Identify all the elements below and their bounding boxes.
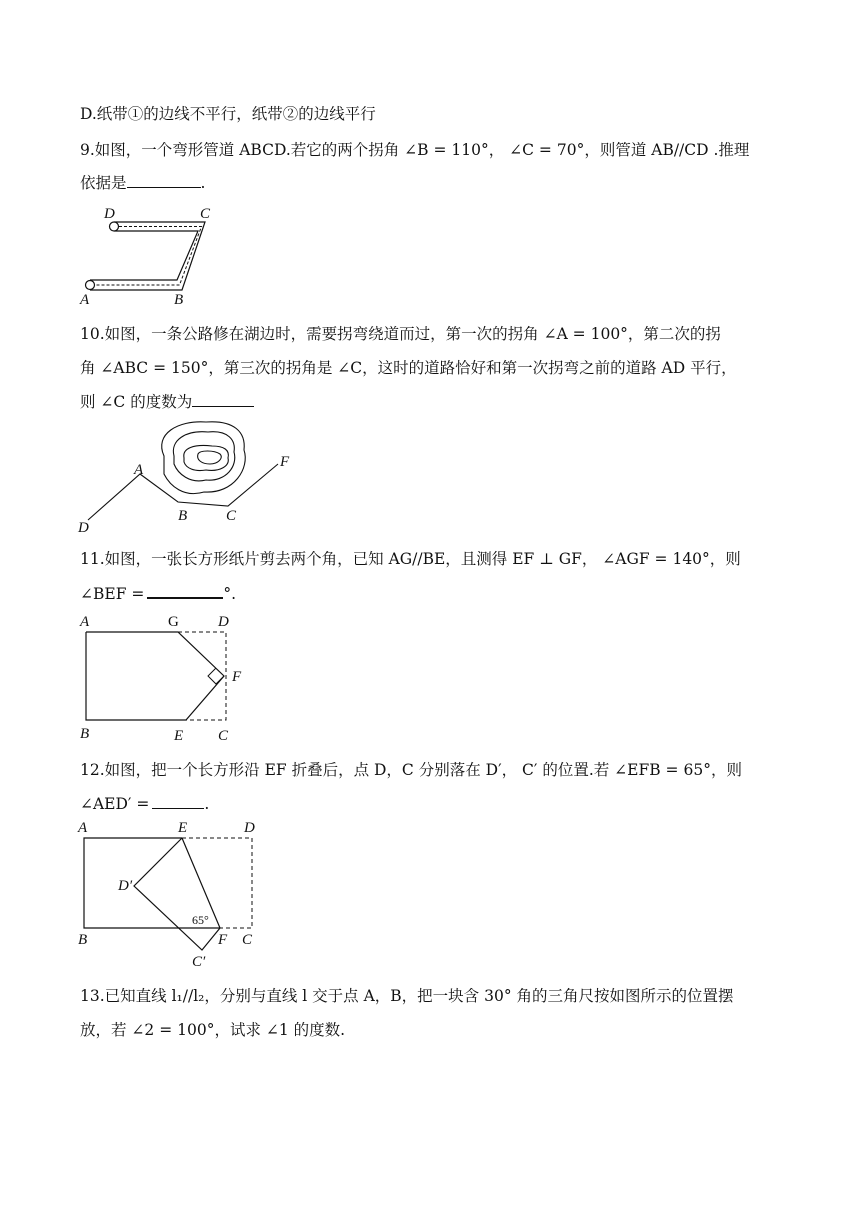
q9-text-line1: 9.如图，一个弯形管道 ABCD.若它的两个拐角 ∠B = 110°， ∠C = 70°，则管道 AB//CD .推理 (80, 141, 750, 159)
q13-text-line2: 放，若 ∠2 = 100°，试求 ∠1 的度数. (80, 1021, 346, 1039)
q10-label-a: A (134, 462, 144, 478)
q12-label-f: F (218, 932, 228, 948)
q12-text-line1: 12.如图，把一个长方形沿 EF 折叠后，点 D，C 分别落在 D′， C′ 的位置.若 ∠EFB = 65°，则 (80, 761, 742, 779)
q12-label-b: B (78, 932, 88, 948)
q12-fold-figure (76, 818, 266, 970)
q9-answer-blank[interactable] (127, 173, 201, 188)
q10-prefix: 则 ∠C 的度数为 (80, 393, 193, 411)
q9-label-c: C (200, 206, 211, 222)
q12-label-c: C (242, 932, 253, 948)
q12-text-line2 (80, 794, 209, 814)
q12-answer-blank[interactable] (152, 794, 204, 809)
q9-label-d: D (104, 206, 115, 222)
q9-suffix: . (200, 174, 206, 192)
q10-text-line3 (80, 392, 254, 412)
q11-label-g: G (168, 614, 179, 630)
q11-label-d: D (218, 614, 229, 630)
q12-suffix: . (204, 795, 210, 813)
q11-text-line1: 11.如图，一张长方形纸片剪去两个角，已知 AG//BE，且测得 EF ⊥ GF， ∠AGF = 140°，则 (80, 550, 741, 568)
q10-label-c: C (226, 508, 237, 524)
q10-lake-road-figure (74, 416, 304, 538)
q9-text-line2 (80, 173, 205, 193)
q12-label-e: E (178, 820, 188, 836)
q11-suffix: °. (223, 585, 237, 603)
q11-prefix: ∠BEF = (80, 585, 145, 603)
q11-label-b: B (80, 726, 90, 742)
q11-label-f: F (232, 669, 242, 685)
q9-pipe-figure (76, 204, 226, 308)
q10-label-d: D (78, 520, 89, 536)
q9-prefix: 依据是 (80, 174, 127, 192)
q10-label-b: B (178, 508, 188, 524)
q11-text-line2 (80, 583, 236, 604)
q11-rectangle-figure (76, 610, 256, 746)
q12-label-d: D (244, 820, 255, 836)
q10-answer-blank[interactable] (192, 392, 254, 407)
q10-text-line1: 10.如图，一条公路修在湖边时，需要拐弯绕道而过，第一次的拐角 ∠A = 100°，第二次的拐 (80, 325, 721, 343)
q11-answer-blank[interactable] (147, 583, 223, 599)
q11-label-a: A (80, 614, 90, 630)
q12-label-c-prime: C′ (192, 954, 206, 970)
q10-text-line2: 角 ∠ABC = 150°，第三次的拐角是 ∠C，这时的道路恰好和第一次拐弯之前的道路 AD 平行， (80, 359, 737, 377)
q11-label-c: C (218, 728, 229, 744)
q9-label-b: B (174, 292, 184, 308)
q12-label-d-prime: D′ (118, 878, 133, 894)
q12-label-a: A (78, 820, 88, 836)
q13-text-line1: 13.已知直线 l₁//l₂，分别与直线 l 交于点 A，B，把一块含 30° 角的三角尺按如图所示的位置摆 (80, 987, 734, 1005)
q10-label-f: F (280, 454, 290, 470)
q8-option-d: D.纸带①的边线不平行，纸带②的边线平行 (80, 105, 376, 123)
q11-label-e: E (174, 728, 184, 744)
q9-label-a: A (80, 292, 90, 308)
q12-angle-label: 65° (192, 913, 209, 927)
q12-prefix: ∠AED′ = (80, 795, 150, 813)
